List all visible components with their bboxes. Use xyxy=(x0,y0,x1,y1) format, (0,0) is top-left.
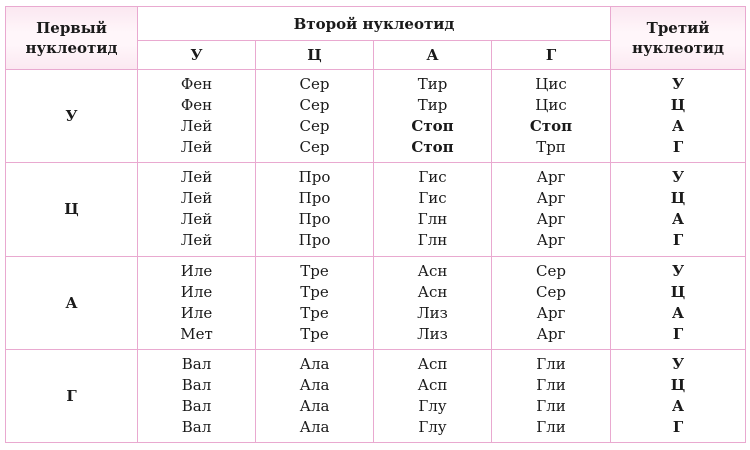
amino-acid: Гли xyxy=(536,417,566,436)
third-nucleotide: У xyxy=(671,354,685,373)
third-nucleotide: А xyxy=(671,117,685,136)
amino-acid-cell-GU xyxy=(138,349,256,442)
column-header-A: А xyxy=(374,41,492,70)
amino-acid: Асп xyxy=(417,354,448,373)
amino-acid-cell-UU xyxy=(138,70,256,163)
amino-acid: Тир xyxy=(417,75,448,94)
amino-acid-cell-UG xyxy=(492,70,611,163)
amino-acid: Глн xyxy=(417,210,448,229)
amino-acid: Гли xyxy=(536,396,566,415)
amino-acid: Стоп xyxy=(411,138,454,157)
amino-acid-cell-AA xyxy=(374,256,492,349)
column-header-G: Г xyxy=(492,41,611,70)
amino-acid: Глу xyxy=(418,396,447,415)
amino-acid: Гли xyxy=(536,354,566,373)
amino-acid-cell-GC xyxy=(256,349,374,442)
third-nucleotide: У xyxy=(671,168,685,187)
table-row xyxy=(6,349,746,442)
table-row xyxy=(6,163,746,256)
amino-acid: Лей xyxy=(180,168,213,187)
genetic-code-table xyxy=(5,6,746,443)
third-nucleotide: Г xyxy=(672,417,684,436)
amino-acid-cell-UC xyxy=(256,70,374,163)
third-nucleotide: А xyxy=(671,303,685,322)
header-third-line2: нуклеотид xyxy=(632,39,725,57)
amino-acid: Арг xyxy=(536,189,566,208)
amino-acid: Цис xyxy=(535,96,567,115)
amino-acid: Асн xyxy=(417,261,448,280)
amino-acid: Лиз xyxy=(417,303,448,322)
amino-acid: Про xyxy=(298,189,331,208)
amino-acid: Гис xyxy=(418,189,447,208)
amino-acid: Вал xyxy=(181,417,212,436)
amino-acid-cell-CA xyxy=(374,163,492,256)
third-nucleotide: У xyxy=(671,261,685,280)
amino-acid: Сер xyxy=(536,261,566,280)
amino-acid-cell-CU xyxy=(138,163,256,256)
amino-acid-cell-AU xyxy=(138,256,256,349)
third-nucleotide: У xyxy=(671,75,685,94)
amino-acid: Про xyxy=(298,168,331,187)
amino-acid: Фен xyxy=(180,96,213,115)
amino-acid: Вал xyxy=(181,354,212,373)
amino-acid: Стоп xyxy=(529,117,573,136)
amino-acid: Лей xyxy=(180,189,213,208)
amino-acid: Лей xyxy=(180,117,213,136)
amino-acid: Сер xyxy=(299,96,330,115)
amino-acid: Иле xyxy=(180,261,213,280)
header-third-nucleotide xyxy=(611,7,746,70)
amino-acid: Асн xyxy=(417,282,448,301)
amino-acid: Стоп xyxy=(411,117,454,136)
header-second-nucleotide: Второй нуклеотид xyxy=(138,7,611,41)
amino-acid: Тре xyxy=(300,282,329,301)
amino-acid: Лей xyxy=(180,138,213,157)
amino-acid-cell-UA xyxy=(374,70,492,163)
amino-acid: Ала xyxy=(299,354,330,373)
amino-acid: Тре xyxy=(300,261,329,280)
first-nucleotide-U: У xyxy=(6,70,138,163)
header-third-line1: Третий xyxy=(646,19,710,37)
amino-acid: Гис xyxy=(418,168,447,187)
amino-acid: Арг xyxy=(536,210,566,229)
third-nucleotide: Г xyxy=(672,231,684,250)
third-nucleotide: А xyxy=(671,210,685,229)
header-first-nucleotide xyxy=(6,7,138,70)
amino-acid: Цис xyxy=(535,75,567,94)
amino-acid: Тре xyxy=(300,303,329,322)
amino-acid: Лей xyxy=(180,210,213,229)
amino-acid: Трп xyxy=(536,138,566,157)
amino-acid: Арг xyxy=(536,168,566,187)
amino-acid: Про xyxy=(298,210,331,229)
third-nucleotide: Ц xyxy=(670,375,686,394)
amino-acid: Арг xyxy=(536,231,566,250)
amino-acid-cell-CC xyxy=(256,163,374,256)
third-nucleotide: Г xyxy=(672,138,684,157)
amino-acid: Асп xyxy=(417,375,448,394)
amino-acid-cell-AG xyxy=(492,256,611,349)
first-nucleotide-A: А xyxy=(6,256,138,349)
amino-acid: Ала xyxy=(299,375,330,394)
amino-acid: Арг xyxy=(536,324,566,343)
amino-acid: Тир xyxy=(417,96,448,115)
amino-acid: Иле xyxy=(180,282,213,301)
amino-acid-cell-AC xyxy=(256,256,374,349)
amino-acid-cell-GA xyxy=(374,349,492,442)
third-nucleotide-cell xyxy=(611,163,746,256)
amino-acid: Арг xyxy=(536,303,566,322)
column-header-U: У xyxy=(138,41,256,70)
third-nucleotide: Ц xyxy=(670,282,686,301)
amino-acid: Сер xyxy=(299,117,330,136)
amino-acid-cell-CG xyxy=(492,163,611,256)
third-nucleotide: Г xyxy=(672,324,684,343)
amino-acid: Мет xyxy=(180,324,213,343)
amino-acid: Фен xyxy=(180,75,213,94)
third-nucleotide: Ц xyxy=(670,189,686,208)
header-first-line1: Первый xyxy=(36,19,107,37)
table-row xyxy=(6,256,746,349)
amino-acid: Вал xyxy=(181,375,212,394)
header-first-line2: нуклеотид xyxy=(25,39,118,57)
third-nucleotide: Ц xyxy=(670,96,686,115)
amino-acid: Лей xyxy=(180,231,213,250)
amino-acid-cell-GG xyxy=(492,349,611,442)
amino-acid: Лиз xyxy=(417,324,448,343)
amino-acid: Гли xyxy=(536,375,566,394)
third-nucleotide-cell xyxy=(611,70,746,163)
amino-acid: Сер xyxy=(299,75,330,94)
amino-acid: Ала xyxy=(299,417,330,436)
column-header-C: Ц xyxy=(256,41,374,70)
amino-acid: Глу xyxy=(418,417,447,436)
amino-acid: Вал xyxy=(181,396,212,415)
amino-acid: Сер xyxy=(299,138,330,157)
amino-acid: Иле xyxy=(180,303,213,322)
amino-acid: Ала xyxy=(299,396,330,415)
third-nucleotide-cell xyxy=(611,349,746,442)
table-row xyxy=(6,70,746,163)
third-nucleotide: А xyxy=(671,396,685,415)
first-nucleotide-G: Г xyxy=(6,349,138,442)
first-nucleotide-C: Ц xyxy=(6,163,138,256)
amino-acid: Тре xyxy=(300,324,329,343)
amino-acid: Глн xyxy=(417,231,448,250)
amino-acid: Сер xyxy=(536,282,566,301)
amino-acid: Про xyxy=(298,231,331,250)
third-nucleotide-cell xyxy=(611,256,746,349)
